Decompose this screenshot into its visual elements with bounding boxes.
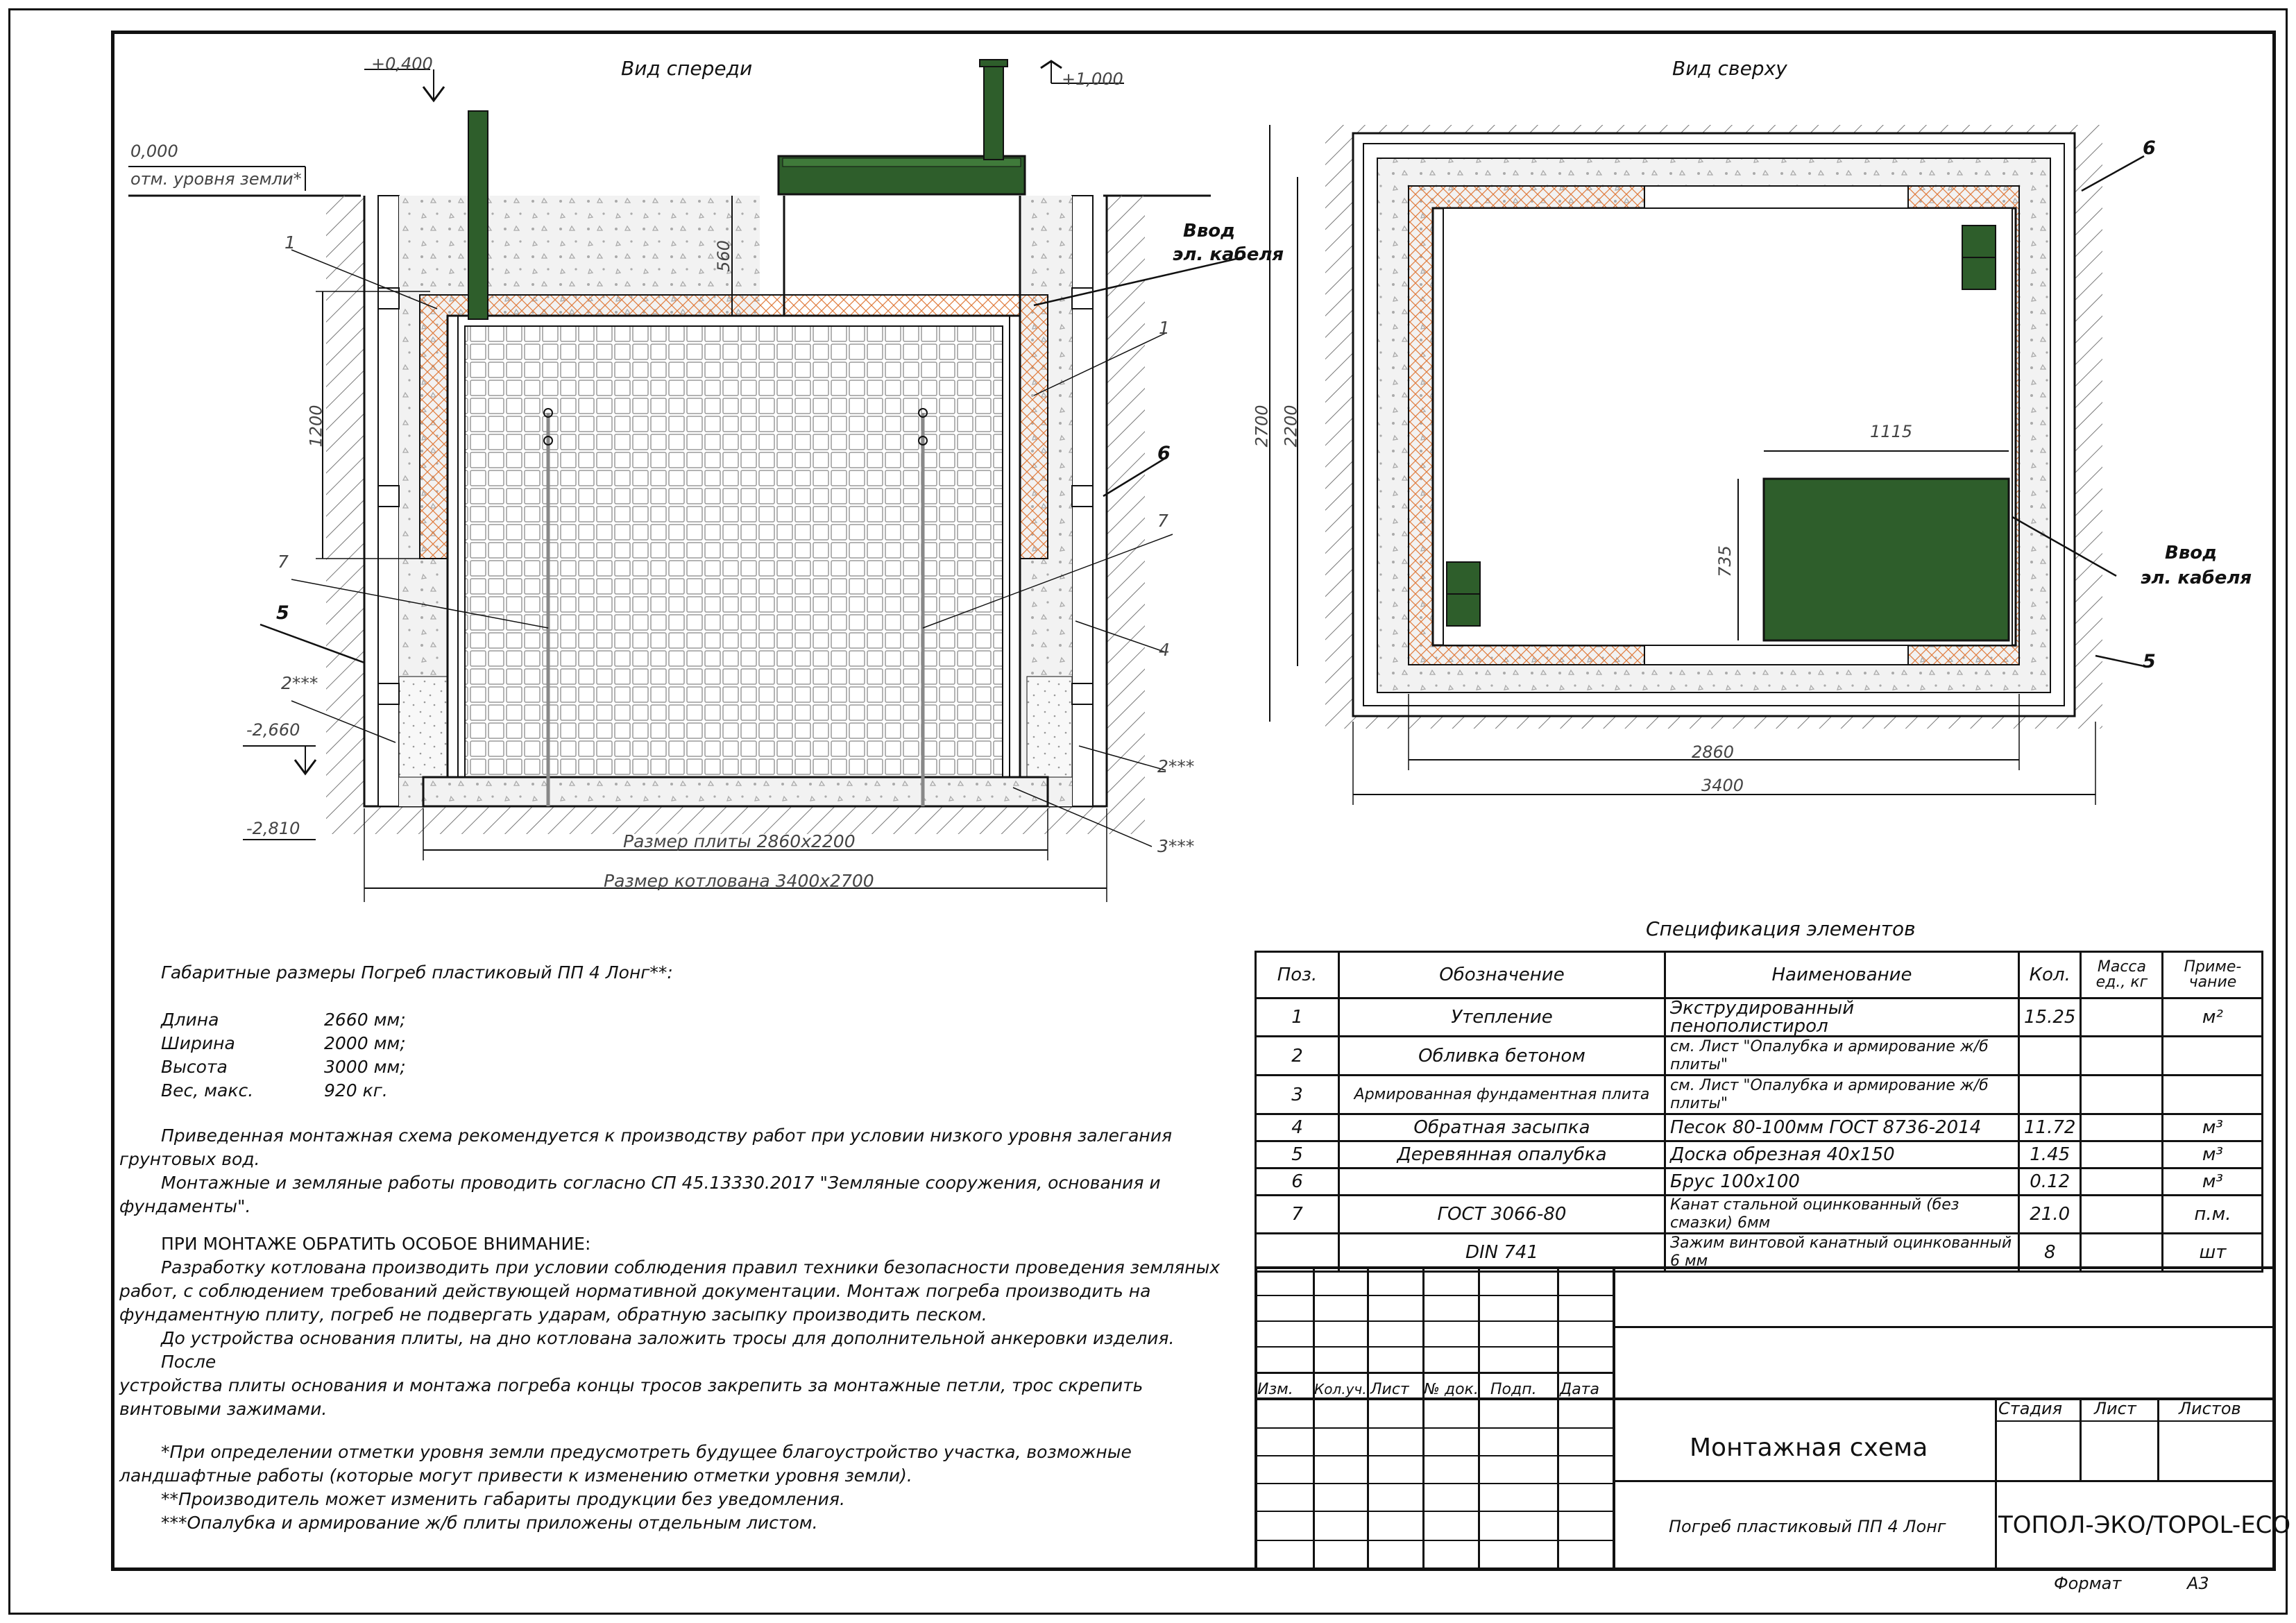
top-callout-6: 6 <box>2143 137 2156 159</box>
cable-label-2: эл. кабеля <box>1173 244 1284 265</box>
footnote-3: ***Опалубка и армирование ж/б плиты приложены отдельным листом. <box>161 1513 818 1533</box>
dim-560: 560 <box>713 240 733 272</box>
spec-qty: 21.0 <box>2019 1196 2081 1234</box>
table-row <box>1256 1076 2263 1114</box>
spec-mass <box>2081 1169 2163 1196</box>
note-p4a: До устройства основания плиты, на дно котлована заложить тросы для дополнительной анкеровки изделия. После <box>161 1328 1175 1372</box>
dims-value: 2000 мм; <box>324 1033 406 1053</box>
spec-pos: 3 <box>1256 1076 1339 1114</box>
dim-2200: 2200 <box>1281 405 1301 448</box>
spec-name: Доска обрезная 40х150 <box>1665 1141 2019 1169</box>
spec-qty: 11.72 <box>2019 1114 2081 1141</box>
tb-format-label: Формат <box>2054 1574 2122 1593</box>
dims-row <box>161 1079 1216 1103</box>
spec-header-mass: Масса ед., кг <box>2081 952 2163 999</box>
callout-2-right: 2*** <box>1157 756 1195 776</box>
spec-des: Утепление <box>1339 999 1665 1037</box>
spec-des <box>1339 1169 1665 1196</box>
level-pit-bottom-2: -2,810 <box>246 819 300 838</box>
table-row <box>1256 1196 2263 1234</box>
note-p4c: винтовыми зажимами. <box>119 1399 328 1419</box>
callout-6: 6 <box>1157 443 1171 464</box>
callout-7-left: 7 <box>278 552 289 572</box>
top-cable-label-2: эл. кабеля <box>2141 568 2252 588</box>
spec-name: Экструдированный пенополистирол <box>1665 999 2019 1037</box>
spec-name: см. Лист "Опалубка и армирование ж/б плиты" <box>1665 1076 2019 1114</box>
tb-sheets: Листов <box>2179 1399 2241 1418</box>
tb-podp: Подп. <box>1490 1381 1537 1398</box>
spec-mass <box>2081 999 2163 1037</box>
dims-row <box>161 1008 1216 1032</box>
footnote-2: **Производитель может изменить габариты продукции без уведомления. <box>161 1489 845 1509</box>
tb-product: Погреб пластиковый ПП 4 Лонг <box>1669 1517 1946 1536</box>
spec-pos: 1 <box>1256 999 1339 1037</box>
tb-data: Дата <box>1560 1381 1599 1398</box>
spec-header-row <box>1256 952 2263 999</box>
spec-note: шт <box>2163 1234 2263 1272</box>
table-row <box>1256 999 2263 1037</box>
note-p4b: устройства плиты основания и монтажа погреба концы тросов закрепить за монтажные петли, трос скрепить <box>119 1375 1143 1395</box>
dims-label: Вес, макс. <box>161 1080 254 1101</box>
level-ground-note: отм. уровня земли* <box>130 169 302 189</box>
spec-pos: 6 <box>1256 1169 1339 1196</box>
callout-4: 4 <box>1159 640 1170 660</box>
dims-title: Габаритные размеры Погреб пластиковый ПП 4 Лонг**: <box>161 962 673 983</box>
top-view <box>1270 125 2144 805</box>
spec-title: Спецификация элементов <box>1646 917 1916 940</box>
notes-paragraphs <box>119 1124 1230 1535</box>
footnote-1a: *При определении отметки уровня земли предусмотреть будущее благоустройство участка, возможные <box>161 1442 1132 1462</box>
dim-1200: 1200 <box>306 405 326 448</box>
spec-header-name: Наименование <box>1665 952 2019 999</box>
note-p1a: Приведенная монтажная схема рекомендуется к производству работ при условии низкого уровня залегания <box>161 1125 1173 1146</box>
spec-table <box>1255 951 2263 1273</box>
spec-des: ГОСТ 3066-80 <box>1339 1196 1665 1234</box>
tb-izm: Изм. <box>1257 1381 1293 1398</box>
tb-kol: Кол.уч. <box>1314 1381 1367 1397</box>
spec-mass <box>2081 1196 2163 1234</box>
spec-pos: 7 <box>1256 1196 1339 1234</box>
tb-company: ТОПОЛ-ЭКО/TOPOL-ECO <box>1998 1511 2291 1539</box>
top-cable-label-1: Ввод <box>2165 543 2218 563</box>
spec-mass <box>2081 1141 2163 1169</box>
spec-des: Обливка бетоном <box>1339 1037 1665 1076</box>
spec-des: Обратная засыпка <box>1339 1114 1665 1141</box>
spec-mass <box>2081 1037 2163 1076</box>
level-pit-bottom-1: -2,660 <box>246 720 300 740</box>
spec-header-pos: Поз. <box>1256 952 1339 999</box>
spec-qty <box>2019 1076 2081 1114</box>
attention-title: ПРИ МОНТАЖЕ ОБРАТИТЬ ОСОБОЕ ВНИМАНИЕ: <box>161 1234 591 1254</box>
callout-1-right: 1 <box>1159 318 1170 338</box>
tb-list: Лист <box>1370 1381 1409 1398</box>
footnote-1b: ландшафтные работы (которые могут привести к изменению отметки уровня земли). <box>119 1465 912 1486</box>
dims-value: 3000 мм; <box>324 1057 406 1077</box>
callout-7-right: 7 <box>1157 511 1168 531</box>
spec-note <box>2163 1037 2263 1076</box>
spec-name: см. Лист "Опалубка и армирование ж/б плиты" <box>1665 1037 2019 1076</box>
spec-qty <box>2019 1037 2081 1076</box>
callout-3: 3*** <box>1157 836 1195 856</box>
callout-1-left: 1 <box>284 232 296 253</box>
top-callout-5: 5 <box>2143 651 2156 672</box>
table-row <box>1256 1141 2263 1169</box>
spec-pos: 5 <box>1256 1141 1339 1169</box>
dim-2700: 2700 <box>1252 405 1272 448</box>
spec-mass <box>2081 1114 2163 1141</box>
spec-pos: 2 <box>1256 1037 1339 1076</box>
dim-3400: 3400 <box>1701 776 1744 795</box>
tb-doc-title: Монтажная схема <box>1690 1434 1928 1462</box>
spec-name: Канат стальной оцинкованный (без смазки) 6мм <box>1665 1196 2019 1234</box>
front-view-title: Вид спереди <box>621 57 753 80</box>
spec-note <box>2163 1076 2263 1114</box>
table-row <box>1256 1037 2263 1076</box>
level-top-right: +1,000 <box>1062 69 1123 89</box>
callout-2-left: 2*** <box>281 673 318 693</box>
spec-header-qty: Кол. <box>2019 952 2081 999</box>
dims-label: Высота <box>161 1057 228 1077</box>
note-p3a: Разработку котлована производить при условии соблюдения правил техники безопасности проведения земляных <box>161 1257 1221 1277</box>
spec-note: п.м. <box>2163 1196 2263 1234</box>
callout-5: 5 <box>276 602 289 624</box>
spec-des: Армированная фундаментная плита <box>1339 1076 1665 1114</box>
spec-qty: 15.25 <box>2019 999 2081 1037</box>
dims-label: Ширина <box>161 1033 235 1053</box>
note-p1b: грунтовых вод. <box>119 1149 260 1169</box>
spec-note: м² <box>2163 999 2263 1037</box>
spec-name: Песок 80-100мм ГОСТ 8736-2014 <box>1665 1114 2019 1141</box>
spec-des: DIN 741 <box>1339 1234 1665 1272</box>
spec-header-note: Приме- чание <box>2163 952 2263 999</box>
dim-pit: Размер котлована 3400x2700 <box>604 871 874 891</box>
notes-block <box>161 961 1216 1103</box>
dims-row <box>161 1055 1216 1079</box>
table-row <box>1256 1114 2263 1141</box>
top-view-title: Вид сверху <box>1672 57 1787 80</box>
dims-value: 2660 мм; <box>324 1010 406 1030</box>
level-top-left: +0,400 <box>371 54 433 74</box>
spec-pos: 4 <box>1256 1114 1339 1141</box>
spec-note: м³ <box>2163 1141 2263 1169</box>
dim-735: 735 <box>1715 545 1735 577</box>
dim-slab: Размер плиты 2860x2200 <box>623 831 856 851</box>
dim-2860: 2860 <box>1692 742 1735 762</box>
level-ground: 0,000 <box>130 142 178 161</box>
dims-label: Длина <box>161 1010 219 1030</box>
spec-des: Деревянная опалубка <box>1339 1141 1665 1169</box>
note-p2b: фундаменты". <box>119 1196 251 1216</box>
dims-row <box>161 1032 1216 1055</box>
table-row <box>1256 1169 2263 1196</box>
note-p3c: фундаментную плиту, погреб не подвергать ударам, обратную засыпку производить песком. <box>119 1305 987 1325</box>
cable-label-1: Ввод <box>1183 221 1236 241</box>
note-p3b: работ, с соблюдением требований действующей нормативной документации. Монтаж погреба производить на <box>119 1281 1151 1301</box>
spec-qty: 1.45 <box>2019 1141 2081 1169</box>
spec-note: м³ <box>2163 1169 2263 1196</box>
spec-mass <box>2081 1076 2163 1114</box>
dims-value: 920 кг. <box>324 1080 388 1101</box>
tb-ndok: № док. <box>1424 1381 1479 1398</box>
tb-format-value: А3 <box>2187 1574 2209 1593</box>
spec-qty: 8 <box>2019 1234 2081 1272</box>
note-p2a: Монтажные и земляные работы проводить согласно СП 45.13330.2017 "Земляные сооружения, основания и <box>161 1173 1161 1193</box>
spec-qty: 0.12 <box>2019 1169 2081 1196</box>
tb-stage: Стадия <box>1998 1399 2063 1418</box>
spec-name: Зажим винтовой канатный оцинкованный 6 мм <box>1665 1234 2019 1272</box>
spec-note: м³ <box>2163 1114 2263 1141</box>
spec-name: Брус 100х100 <box>1665 1169 2019 1196</box>
spec-header-designation: Обозначение <box>1339 952 1665 999</box>
tb-sheet: Лист <box>2094 1399 2136 1418</box>
dim-1115: 1115 <box>1870 422 1913 441</box>
